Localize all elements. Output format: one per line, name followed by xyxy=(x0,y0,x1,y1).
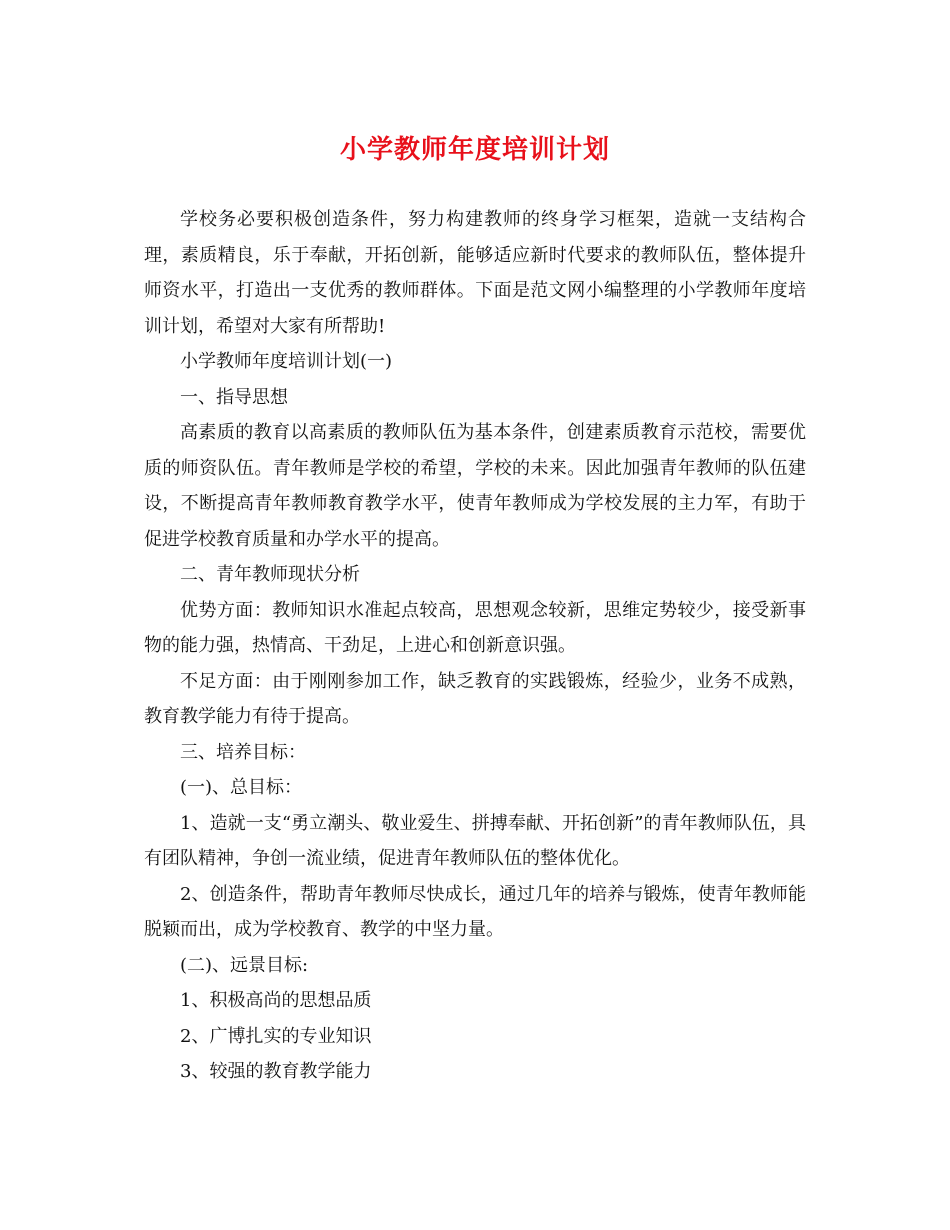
intro-paragraph: 学校务必要积极创造条件，努力构建教师的终身学习框架，造就一支结构合理，素质精良，乐于奉献，开拓创新，能够适应新时代要求的教师队伍，整体提升师资水平，打造出一支优秀的教师群体。下面是范文网小编整理的小学教师年度培训计划，希望对大家有所帮助! xyxy=(144,209,806,337)
strengths-paragraph: 优势方面：教师知识水准起点较高，思想观念较新，思维定势较少，接受新事物的能力强，热情高、干劲足，上进心和创新意识强。 xyxy=(144,599,806,656)
overall-goal-item-2: 2、创造条件，帮助青年教师尽快成长，通过几年的培养与锻炼，使青年教师能脱颖而出，成为学校教育、教学的中坚力量。 xyxy=(144,883,806,940)
subheading-overall-goal: (一)、总目标： xyxy=(180,777,303,798)
document-title: 小学教师年度培训计划 xyxy=(339,135,610,165)
long-term-goal-item-2: 2、广博扎实的专业知识 xyxy=(180,1025,372,1047)
plan-heading: 小学教师年度培训计划(一) xyxy=(180,351,393,372)
overall-goal-item-1: 1、造就一支“勇立潮头、敬业爱生、拼搏奉献、开拓创新”的青年教师队伍，具有团队精神，争创一流业绩，促进青年教师队伍的整体优化。 xyxy=(144,812,806,869)
subheading-long-term-goal: (二)、远景目标: xyxy=(180,954,309,976)
document-body xyxy=(144,202,806,1090)
section-heading-status-analysis: 二、青年教师现状分析 xyxy=(180,564,360,585)
weaknesses-paragraph: 不足方面：由于刚刚参加工作，缺乏教育的实践锻炼，经验少，业务不成熟，教育教学能力有待于提高。 xyxy=(144,670,806,727)
guiding-thought-paragraph: 高素质的教育以高素质的教师队伍为基本条件，创建素质教育示范校，需要优质的师资队伍。青年教师是学校的希望，学校的未来。因此加强青年教师的队伍建设，不断提高青年教师教育教学水平，使青年教师成为学校发展的主力军，有助于促进学校教育质量和办学水平的提高。 xyxy=(144,422,806,550)
section-heading-guiding-thought: 一、指导思想 xyxy=(180,386,288,408)
section-heading-training-goals: 三、培养目标： xyxy=(180,741,306,763)
long-term-goal-item-3: 3、较强的教育教学能力 xyxy=(180,1061,372,1082)
long-term-goal-item-1: 1、积极高尚的思想品质 xyxy=(180,990,372,1011)
